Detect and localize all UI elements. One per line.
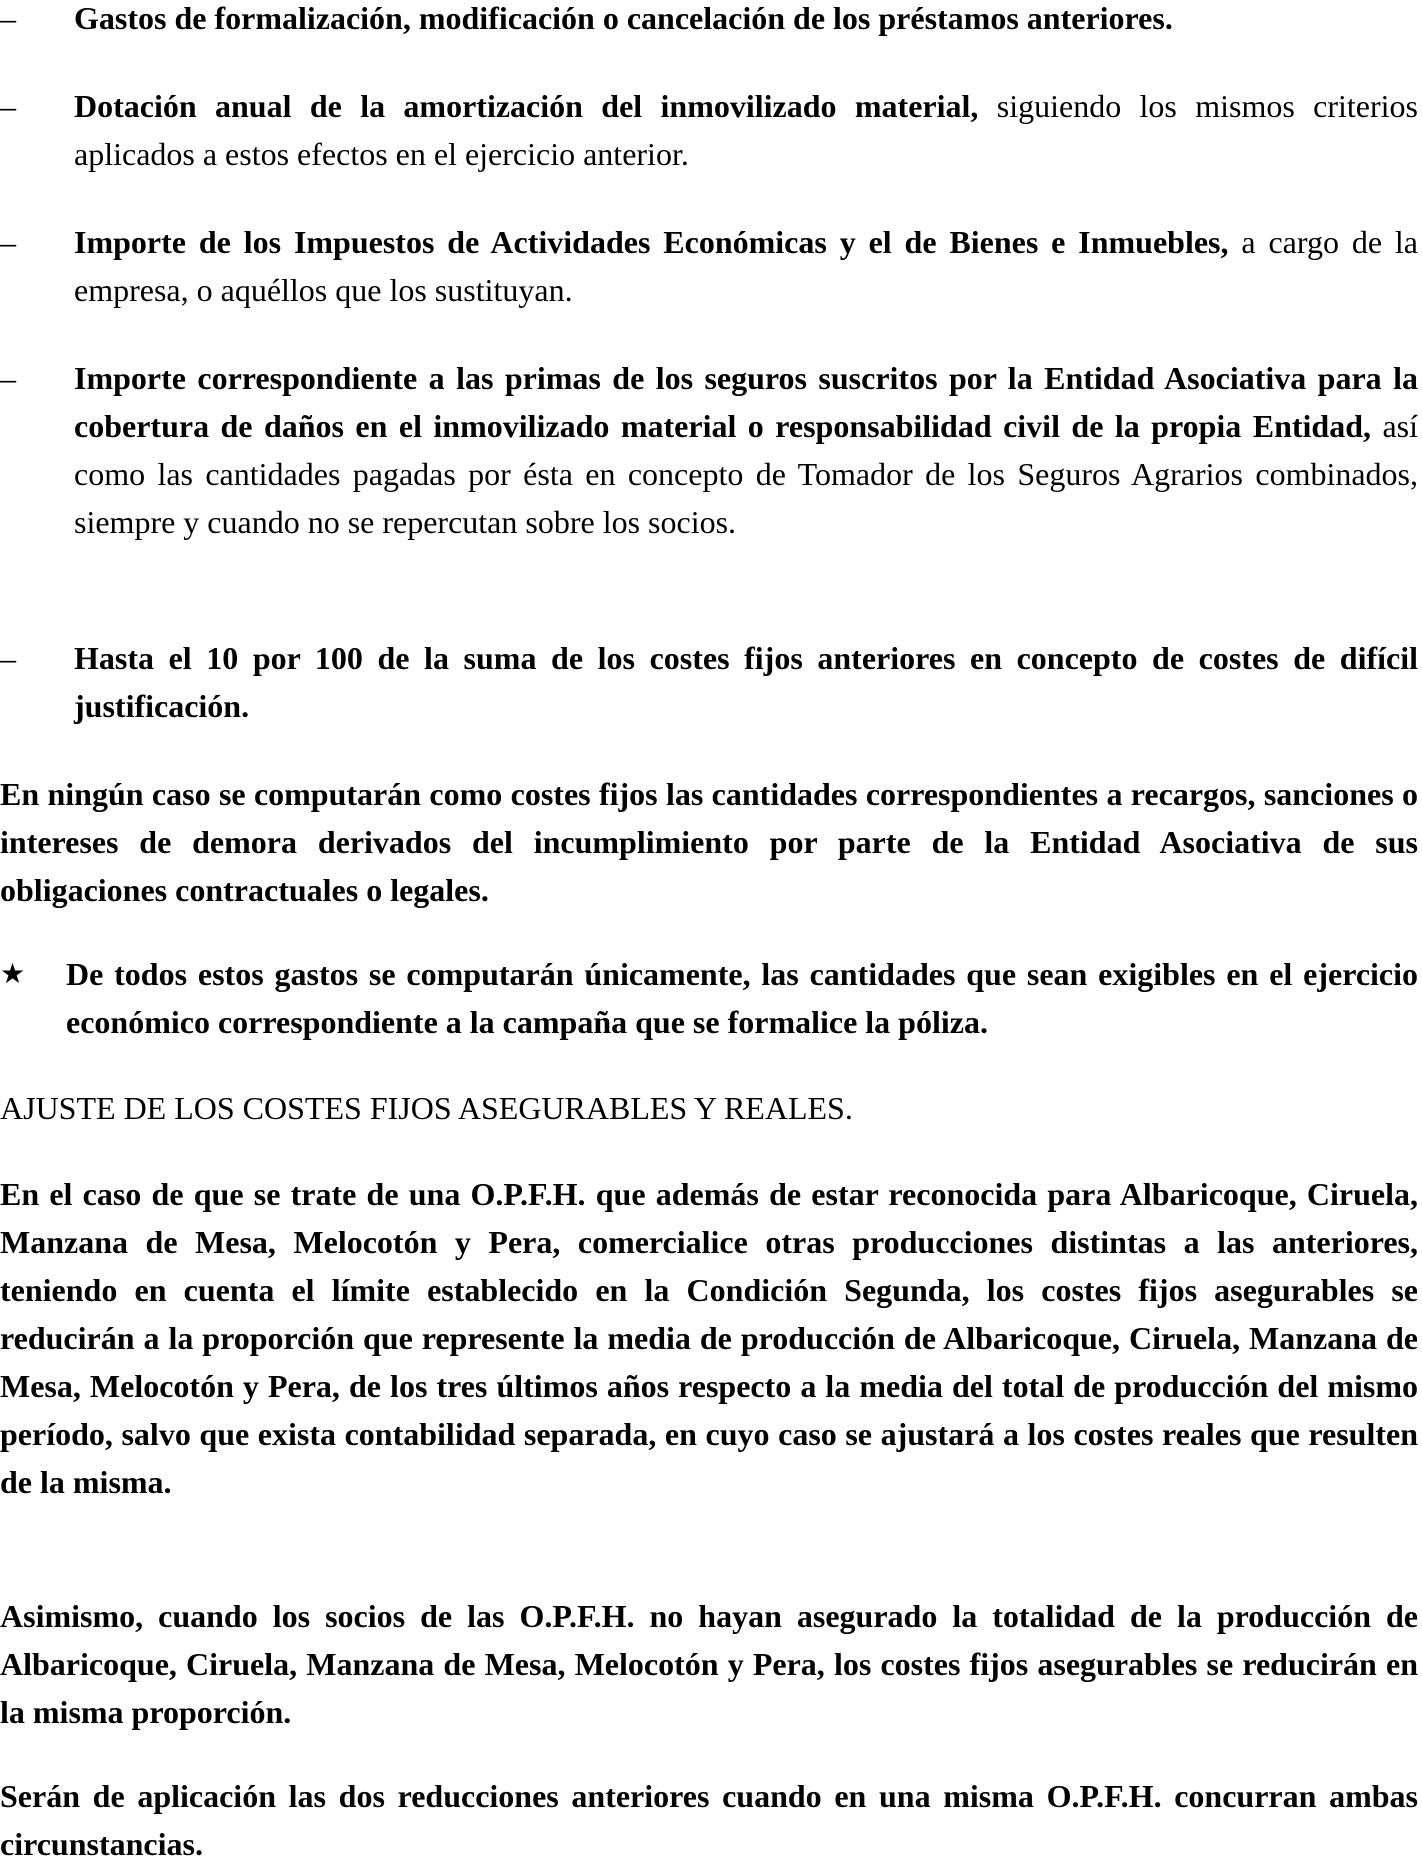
list-item-text bbox=[74, 354, 1418, 546]
star-icon: ★ bbox=[0, 957, 26, 990]
paragraph-application-text: Serán de aplicación las dos reducciones anteriores cuando en una misma O.P.F.H. concurran ambas circunstancias. bbox=[0, 1778, 1418, 1862]
list-item-normal: siguiendo los mismos criterios aplicados a estos efectos en el ejercicio anterior. bbox=[74, 88, 1419, 172]
dash-marker: – bbox=[0, 360, 16, 396]
list-item-bold: Gastos de formalización, modificación o cancelación de los préstamos anteriores. bbox=[74, 0, 1173, 36]
list-item-normal: así como las cantidades pagadas por ésta en concepto de Tomador de los Seguros Agrarios combinados, siempre y cuando no se repercutan sobre los socios. bbox=[74, 408, 1419, 540]
list-item-normal: a cargo de la empresa, o aquéllos que los sustituyan. bbox=[74, 224, 1419, 308]
paragraph-likewise bbox=[0, 1592, 1418, 1736]
list-item bbox=[0, 634, 1418, 730]
list-item-bold: Importe de los Impuestos de Actividades Económicas y el de Bienes e Inmuebles, bbox=[74, 224, 1229, 260]
paragraph-application bbox=[0, 1772, 1418, 1868]
paragraph-adjustment-text: En el caso de que se trate de una O.P.F.H. que además de estar reconocida para Albaricoque, Ciruela, Manzana de Mesa, Melocotón y Pera, comercialice otras producciones distintas a las anteriores, teniendo en cuenta el límite establecido en la Condición Segunda, los costes fijos asegurables se reducirán a la proporción que represente la media de producción de Albaricoque, Ciruela, Manzana de Mesa, Melocotón y Pera, de los tres últimos años respecto a la media del total de producción del mismo período, salvo que exista contabilidad separada, en cuyo caso se ajustará a los costes reales que resulten de la misma. bbox=[0, 1176, 1418, 1500]
list-item bbox=[0, 354, 1418, 546]
star-note-text-wrapper bbox=[66, 950, 1418, 1046]
star-note bbox=[0, 950, 1418, 1046]
list-item bbox=[0, 82, 1418, 178]
list-item-text bbox=[74, 634, 1418, 730]
list-item-text bbox=[74, 218, 1418, 314]
list-item-text bbox=[74, 0, 1418, 42]
section-heading: AJUSTE DE LOS COSTES FIJOS ASEGURABLES Y REALES. bbox=[0, 1090, 853, 1126]
paragraph-adjustment bbox=[0, 1170, 1418, 1506]
list-item-bold: Dotación anual de la amortización del inmovilizado material, bbox=[74, 88, 979, 124]
list-item-bold: Hasta el 10 por 100 de la suma de los costes fijos anteriores en concepto de costes de difícil justificación. bbox=[74, 640, 1418, 724]
paragraph-likewise-text: Asimismo, cuando los socios de las O.P.F.H. no hayan asegurado la totalidad de la producción de Albaricoque, Ciruela, Manzana de Mesa, Melocotón y Pera, los costes fijos asegurables se reducirán en la misma proporción. bbox=[0, 1598, 1418, 1730]
list-item bbox=[0, 0, 1418, 42]
paragraph-exclusions-text: En ningún caso se computarán como costes fijos las cantidades correspondientes a recargos, sanciones o intereses de demora derivados del incumplimiento por parte de la Entidad Asociativa de sus obligaciones contractuales o legales. bbox=[0, 776, 1418, 908]
star-note-text: De todos estos gastos se computarán únicamente, las cantidades que sean exigibles en el ejercicio económico correspondiente a la campaña que se formalice la póliza. bbox=[66, 956, 1418, 1040]
dash-marker: – bbox=[0, 640, 16, 676]
dash-marker: – bbox=[0, 88, 16, 124]
dash-marker: – bbox=[0, 0, 16, 36]
paragraph-exclusions bbox=[0, 770, 1418, 914]
list-item-text bbox=[74, 82, 1418, 178]
list-item-bold: Importe correspondiente a las primas de los seguros suscritos por la Entidad Asociativa para la cobertura de daños en el inmovilizado material o responsabilidad civil de la propia Entidad, bbox=[74, 360, 1418, 444]
list-item bbox=[0, 218, 1418, 314]
dash-marker: – bbox=[0, 224, 16, 260]
